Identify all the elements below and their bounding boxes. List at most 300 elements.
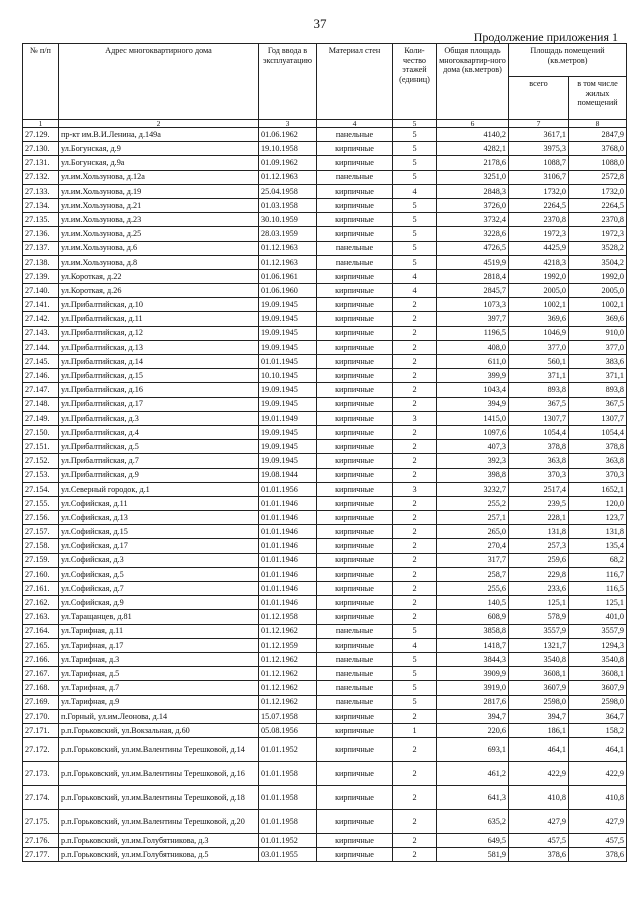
- table-row: [23, 638, 627, 652]
- wall-material-cell: кирпичные: [317, 525, 393, 539]
- total-area-cell: 3251,0: [437, 170, 509, 184]
- table-row: [23, 723, 627, 737]
- wall-material-cell: кирпичные: [317, 355, 393, 369]
- premises-area-cell: 233,6: [509, 582, 569, 596]
- wall-material-cell: кирпичные: [317, 723, 393, 737]
- wall-material-cell: кирпичные: [317, 156, 393, 170]
- page-number: 37: [313, 16, 327, 31]
- total-area-cell: 4140,2: [437, 128, 509, 142]
- total-area-cell: 581,9: [437, 848, 509, 862]
- residential-area-cell: 1992,0: [569, 269, 627, 283]
- address-cell: р.п.Горьковский, ул.им.Голубятникова, д.3: [59, 834, 259, 848]
- residential-area-cell: 131,8: [569, 525, 627, 539]
- address-cell: ул.Прибалтийская, д.15: [59, 369, 259, 383]
- total-area-cell: 3909,9: [437, 667, 509, 681]
- table-row: [23, 582, 627, 596]
- premises-area-cell: 3975,3: [509, 142, 569, 156]
- row-number: 27.132.: [23, 170, 59, 184]
- address-cell: ул.Прибалтийская, д.7: [59, 454, 259, 468]
- residential-area-cell: 2264,5: [569, 198, 627, 212]
- residential-area-cell: 363,8: [569, 454, 627, 468]
- table-row: [23, 355, 627, 369]
- year-cell: 01.03.1958: [259, 198, 317, 212]
- floors-cell: 5: [393, 652, 437, 666]
- row-number: 27.141.: [23, 298, 59, 312]
- total-area-cell: 255,2: [437, 496, 509, 510]
- wall-material-cell: панельные: [317, 624, 393, 638]
- floors-cell: 5: [393, 170, 437, 184]
- row-number: 27.144.: [23, 340, 59, 354]
- row-number: 27.138.: [23, 255, 59, 269]
- address-cell: ул.им.Хользунова, д.23: [59, 213, 259, 227]
- premises-area-cell: 1088,7: [509, 156, 569, 170]
- residential-area-cell: 3528,2: [569, 241, 627, 255]
- floors-cell: 2: [393, 355, 437, 369]
- header-premises-residential: в том числе жилых помещений: [569, 77, 627, 120]
- premises-area-cell: 3557,9: [509, 624, 569, 638]
- address-cell: р.п.Горьковский, ул.им.Валентины Терешковой, д.20: [59, 810, 259, 834]
- wall-material-cell: панельные: [317, 695, 393, 709]
- residential-area-cell: 116,5: [569, 582, 627, 596]
- table-row: [23, 652, 627, 666]
- residential-area-cell: 2847,9: [569, 128, 627, 142]
- premises-area-cell: 3106,7: [509, 170, 569, 184]
- total-area-cell: 255,6: [437, 582, 509, 596]
- floors-cell: 5: [393, 241, 437, 255]
- table-row: [23, 255, 627, 269]
- address-cell: ул.Софийская, д.11: [59, 496, 259, 510]
- year-cell: 01.01.1952: [259, 738, 317, 762]
- address-cell: ул.Таращанцев, д.81: [59, 610, 259, 624]
- address-cell: ул.им.Хользунова, д.12а: [59, 170, 259, 184]
- row-number: 27.167.: [23, 667, 59, 681]
- total-area-cell: 608,9: [437, 610, 509, 624]
- residential-area-cell: 3607,9: [569, 681, 627, 695]
- total-area-cell: 317,7: [437, 553, 509, 567]
- address-cell: ул.им.Хользунова, д.8: [59, 255, 259, 269]
- wall-material-cell: панельные: [317, 681, 393, 695]
- residential-area-cell: 3504,2: [569, 255, 627, 269]
- premises-area-cell: 3607,9: [509, 681, 569, 695]
- premises-area-cell: 2370,8: [509, 213, 569, 227]
- premises-area-cell: 186,1: [509, 723, 569, 737]
- address-cell: р.п.Горьковский, ул.им.Валентины Терешковой, д.16: [59, 762, 259, 786]
- premises-area-cell: 1732,0: [509, 184, 569, 198]
- premises-area-cell: 2264,5: [509, 198, 569, 212]
- row-number: 27.130.: [23, 142, 59, 156]
- table-row: [23, 184, 627, 198]
- address-cell: ул.Софийская, д.7: [59, 582, 259, 596]
- year-cell: 19.09.1945: [259, 425, 317, 439]
- table-row: [23, 284, 627, 298]
- premises-area-cell: 427,9: [509, 810, 569, 834]
- total-area-cell: 399,9: [437, 369, 509, 383]
- floors-cell: 2: [393, 454, 437, 468]
- address-cell: ул.Софийская, д.15: [59, 525, 259, 539]
- residential-area-cell: 364,7: [569, 709, 627, 723]
- wall-material-cell: кирпичные: [317, 326, 393, 340]
- wall-material-cell: кирпичные: [317, 340, 393, 354]
- premises-area-cell: 4218,3: [509, 255, 569, 269]
- table-row: [23, 786, 627, 810]
- wall-material-cell: кирпичные: [317, 567, 393, 581]
- year-cell: 10.10.1945: [259, 369, 317, 383]
- year-cell: 19.09.1945: [259, 340, 317, 354]
- floors-cell: 5: [393, 142, 437, 156]
- row-number: 27.170.: [23, 709, 59, 723]
- year-cell: 01.12.1962: [259, 652, 317, 666]
- address-cell: ул.Тарифная, д.9: [59, 695, 259, 709]
- year-cell: 01.12.1959: [259, 638, 317, 652]
- residential-area-cell: 370,3: [569, 468, 627, 482]
- premises-area-cell: 457,5: [509, 834, 569, 848]
- residential-area-cell: 1088,0: [569, 156, 627, 170]
- floors-cell: 4: [393, 184, 437, 198]
- total-area-cell: 1097,6: [437, 425, 509, 439]
- residential-area-cell: 457,5: [569, 834, 627, 848]
- header-premises-total: всего: [509, 77, 569, 120]
- table-row: [23, 624, 627, 638]
- total-area-cell: 3232,7: [437, 482, 509, 496]
- address-cell: ул.им.Хользунова, д.25: [59, 227, 259, 241]
- total-area-cell: 693,1: [437, 738, 509, 762]
- address-cell: ул.Тарифная, д.11: [59, 624, 259, 638]
- year-cell: 01.12.1962: [259, 695, 317, 709]
- year-cell: 03.01.1955: [259, 848, 317, 862]
- address-cell: ул.Прибалтийская, д.11: [59, 312, 259, 326]
- table-row: [23, 397, 627, 411]
- total-area-cell: 2818,4: [437, 269, 509, 283]
- residential-area-cell: 3768,0: [569, 142, 627, 156]
- residential-area-cell: 1307,7: [569, 411, 627, 425]
- column-number: 4: [317, 120, 393, 128]
- table-row: [23, 340, 627, 354]
- premises-area-cell: 3617,1: [509, 128, 569, 142]
- row-number: 27.151.: [23, 440, 59, 454]
- year-cell: 01.12.1958: [259, 610, 317, 624]
- total-area-cell: 3858,8: [437, 624, 509, 638]
- wall-material-cell: кирпичные: [317, 596, 393, 610]
- residential-area-cell: 1294,3: [569, 638, 627, 652]
- total-area-cell: 2178,6: [437, 156, 509, 170]
- table-row: [23, 738, 627, 762]
- premises-area-cell: 371,1: [509, 369, 569, 383]
- row-number: 27.159.: [23, 553, 59, 567]
- floors-cell: 2: [393, 539, 437, 553]
- row-number: 27.134.: [23, 198, 59, 212]
- header-total-area: Общая площадь многоквартир-ного дома (кв.метров): [437, 44, 509, 120]
- row-number: 27.169.: [23, 695, 59, 709]
- row-number: 27.135.: [23, 213, 59, 227]
- row-number: 27.137.: [23, 241, 59, 255]
- table-row: [23, 511, 627, 525]
- row-number: 27.168.: [23, 681, 59, 695]
- table-row: [23, 425, 627, 439]
- premises-area-cell: 4425,9: [509, 241, 569, 255]
- year-cell: 01.06.1960: [259, 284, 317, 298]
- wall-material-cell: кирпичные: [317, 454, 393, 468]
- address-cell: ул.Прибалтийская, д.12: [59, 326, 259, 340]
- address-cell: ул.Прибалтийская, д.9: [59, 468, 259, 482]
- address-cell: ул.Короткая, д.26: [59, 284, 259, 298]
- table-row: [23, 539, 627, 553]
- wall-material-cell: кирпичные: [317, 762, 393, 786]
- residential-area-cell: 427,9: [569, 810, 627, 834]
- table-row: [23, 681, 627, 695]
- column-number: 7: [509, 120, 569, 128]
- residential-area-cell: 123,7: [569, 511, 627, 525]
- total-area-cell: 3732,4: [437, 213, 509, 227]
- residential-area-cell: 1002,1: [569, 298, 627, 312]
- header-address: Адрес многоквартирного дома: [59, 44, 259, 120]
- row-number: 27.143.: [23, 326, 59, 340]
- address-cell: ул.Софийская, д.3: [59, 553, 259, 567]
- wall-material-cell: панельные: [317, 128, 393, 142]
- premises-area-cell: 1002,1: [509, 298, 569, 312]
- address-cell: ул.Тарифная, д.3: [59, 652, 259, 666]
- total-area-cell: 1415,0: [437, 411, 509, 425]
- year-cell: 01.01.1946: [259, 511, 317, 525]
- row-number: 27.172.: [23, 738, 59, 762]
- premises-area-cell: 464,1: [509, 738, 569, 762]
- table-row: [23, 440, 627, 454]
- table-row: [23, 695, 627, 709]
- apartment-buildings-table: [22, 43, 627, 862]
- floors-cell: 2: [393, 567, 437, 581]
- wall-material-cell: кирпичные: [317, 184, 393, 198]
- table-row: [23, 142, 627, 156]
- table-row: [23, 496, 627, 510]
- address-cell: р.п.Горьковский, ул.им.Голубятникова, д.5: [59, 848, 259, 862]
- floors-cell: 2: [393, 709, 437, 723]
- row-number: 27.156.: [23, 511, 59, 525]
- total-area-cell: 461,2: [437, 762, 509, 786]
- row-number: 27.173.: [23, 762, 59, 786]
- floors-cell: 2: [393, 848, 437, 862]
- residential-area-cell: 135,4: [569, 539, 627, 553]
- floors-cell: 3: [393, 482, 437, 496]
- row-number: 27.129.: [23, 128, 59, 142]
- table-row: [23, 762, 627, 786]
- year-cell: 01.12.1963: [259, 241, 317, 255]
- address-cell: ул.им.Хользунова, д.6: [59, 241, 259, 255]
- year-cell: 19.01.1949: [259, 411, 317, 425]
- address-cell: п.Горный, ул.им.Леонова, д.14: [59, 709, 259, 723]
- wall-material-cell: кирпичные: [317, 511, 393, 525]
- residential-area-cell: 1054,4: [569, 425, 627, 439]
- address-cell: ул.Тарифная, д.5: [59, 667, 259, 681]
- total-area-cell: 2817,6: [437, 695, 509, 709]
- row-number: 27.131.: [23, 156, 59, 170]
- year-cell: 19.09.1945: [259, 397, 317, 411]
- floors-cell: 2: [393, 369, 437, 383]
- premises-area-cell: 125,1: [509, 596, 569, 610]
- floors-cell: 5: [393, 198, 437, 212]
- row-number: 27.161.: [23, 582, 59, 596]
- year-cell: 01.01.1958: [259, 762, 317, 786]
- premises-area-cell: 3540,8: [509, 652, 569, 666]
- floors-cell: 2: [393, 786, 437, 810]
- table-row: [23, 525, 627, 539]
- floors-cell: 2: [393, 738, 437, 762]
- total-area-cell: 635,2: [437, 810, 509, 834]
- residential-area-cell: 2598,0: [569, 695, 627, 709]
- residential-area-cell: 401,0: [569, 610, 627, 624]
- table-row: [23, 454, 627, 468]
- row-number: 27.133.: [23, 184, 59, 198]
- row-number: 27.149.: [23, 411, 59, 425]
- address-cell: ул.Прибалтийская, д.10: [59, 298, 259, 312]
- residential-area-cell: 377,0: [569, 340, 627, 354]
- residential-area-cell: 910,0: [569, 326, 627, 340]
- floors-cell: 2: [393, 496, 437, 510]
- row-number: 27.152.: [23, 454, 59, 468]
- row-number: 27.165.: [23, 638, 59, 652]
- wall-material-cell: кирпичные: [317, 810, 393, 834]
- premises-area-cell: 422,9: [509, 762, 569, 786]
- total-area-cell: 270,4: [437, 539, 509, 553]
- table-row: [23, 667, 627, 681]
- total-area-cell: 392,3: [437, 454, 509, 468]
- wall-material-cell: кирпичные: [317, 539, 393, 553]
- table-row: [23, 198, 627, 212]
- address-cell: ул.Прибалтийская, д.3: [59, 411, 259, 425]
- address-cell: ул.Богунская, д.9: [59, 142, 259, 156]
- row-number: 27.142.: [23, 312, 59, 326]
- year-cell: 01.06.1961: [259, 269, 317, 283]
- address-cell: ул.Прибалтийская, д.13: [59, 340, 259, 354]
- table-row: [23, 709, 627, 723]
- premises-area-cell: 363,8: [509, 454, 569, 468]
- table-row: [23, 326, 627, 340]
- premises-area-cell: 259,6: [509, 553, 569, 567]
- residential-area-cell: 2005,0: [569, 284, 627, 298]
- wall-material-cell: кирпичные: [317, 738, 393, 762]
- table-row: [23, 369, 627, 383]
- row-number: 27.157.: [23, 525, 59, 539]
- premises-area-cell: 369,6: [509, 312, 569, 326]
- floors-cell: 5: [393, 624, 437, 638]
- address-cell: ул.Прибалтийская, д.17: [59, 397, 259, 411]
- floors-cell: 2: [393, 383, 437, 397]
- premises-area-cell: 257,3: [509, 539, 569, 553]
- year-cell: 01.01.1956: [259, 482, 317, 496]
- residential-area-cell: 383,6: [569, 355, 627, 369]
- table-row: [23, 269, 627, 283]
- wall-material-cell: кирпичные: [317, 786, 393, 810]
- wall-material-cell: кирпичные: [317, 397, 393, 411]
- floors-cell: 4: [393, 638, 437, 652]
- floors-cell: 2: [393, 582, 437, 596]
- table-row: [23, 227, 627, 241]
- premises-area-cell: 1972,3: [509, 227, 569, 241]
- row-number: 27.164.: [23, 624, 59, 638]
- wall-material-cell: кирпичные: [317, 369, 393, 383]
- year-cell: 19.08.1944: [259, 468, 317, 482]
- year-cell: 01.01.1946: [259, 596, 317, 610]
- column-number: 6: [437, 120, 509, 128]
- premises-area-cell: 367,5: [509, 397, 569, 411]
- floors-cell: 2: [393, 610, 437, 624]
- table-row: [23, 553, 627, 567]
- wall-material-cell: кирпичные: [317, 848, 393, 862]
- year-cell: 25.04.1958: [259, 184, 317, 198]
- row-number: 27.171.: [23, 723, 59, 737]
- premises-area-cell: 1307,7: [509, 411, 569, 425]
- table-row: [23, 810, 627, 834]
- residential-area-cell: 893,8: [569, 383, 627, 397]
- row-number: 27.176.: [23, 834, 59, 848]
- year-cell: 01.01.1946: [259, 496, 317, 510]
- premises-area-cell: 893,8: [509, 383, 569, 397]
- wall-material-cell: кирпичные: [317, 142, 393, 156]
- year-cell: 19.09.1945: [259, 454, 317, 468]
- row-number: 27.162.: [23, 596, 59, 610]
- row-number: 27.174.: [23, 786, 59, 810]
- floors-cell: 2: [393, 762, 437, 786]
- row-number: 27.153.: [23, 468, 59, 482]
- residential-area-cell: 158,2: [569, 723, 627, 737]
- year-cell: 01.09.1962: [259, 156, 317, 170]
- floors-cell: 5: [393, 213, 437, 227]
- table-row: [23, 411, 627, 425]
- premises-area-cell: 378,8: [509, 440, 569, 454]
- residential-area-cell: 367,5: [569, 397, 627, 411]
- total-area-cell: 641,3: [437, 786, 509, 810]
- floors-cell: 2: [393, 511, 437, 525]
- premises-area-cell: 3608,1: [509, 667, 569, 681]
- floors-cell: 2: [393, 468, 437, 482]
- residential-area-cell: 1652,1: [569, 482, 627, 496]
- residential-area-cell: 464,1: [569, 738, 627, 762]
- total-area-cell: 407,3: [437, 440, 509, 454]
- residential-area-cell: 410,8: [569, 786, 627, 810]
- address-cell: ул.Софийская, д.13: [59, 511, 259, 525]
- total-area-cell: 1196,5: [437, 326, 509, 340]
- floors-cell: 2: [393, 340, 437, 354]
- year-cell: 19.09.1945: [259, 440, 317, 454]
- total-area-cell: 3726,0: [437, 198, 509, 212]
- premises-area-cell: 1054,4: [509, 425, 569, 439]
- residential-area-cell: 1732,0: [569, 184, 627, 198]
- floors-cell: 2: [393, 312, 437, 326]
- address-cell: ул.Софийская, д.5: [59, 567, 259, 581]
- total-area-cell: 265,0: [437, 525, 509, 539]
- total-area-cell: 394,7: [437, 709, 509, 723]
- total-area-cell: 394,9: [437, 397, 509, 411]
- wall-material-cell: кирпичные: [317, 383, 393, 397]
- total-area-cell: 3228,6: [437, 227, 509, 241]
- wall-material-cell: панельные: [317, 255, 393, 269]
- floors-cell: 5: [393, 681, 437, 695]
- floors-cell: 2: [393, 397, 437, 411]
- premises-area-cell: 131,8: [509, 525, 569, 539]
- column-number: 8: [569, 120, 627, 128]
- premises-area-cell: 1046,9: [509, 326, 569, 340]
- floors-cell: 2: [393, 834, 437, 848]
- floors-cell: 5: [393, 667, 437, 681]
- wall-material-cell: кирпичные: [317, 227, 393, 241]
- table-row: [23, 834, 627, 848]
- table-row: [23, 848, 627, 862]
- table-row: [23, 298, 627, 312]
- table-row: [23, 312, 627, 326]
- residential-area-cell: 3540,8: [569, 652, 627, 666]
- floors-cell: 2: [393, 525, 437, 539]
- row-number: 27.150.: [23, 425, 59, 439]
- residential-area-cell: 371,1: [569, 369, 627, 383]
- floors-cell: 2: [393, 440, 437, 454]
